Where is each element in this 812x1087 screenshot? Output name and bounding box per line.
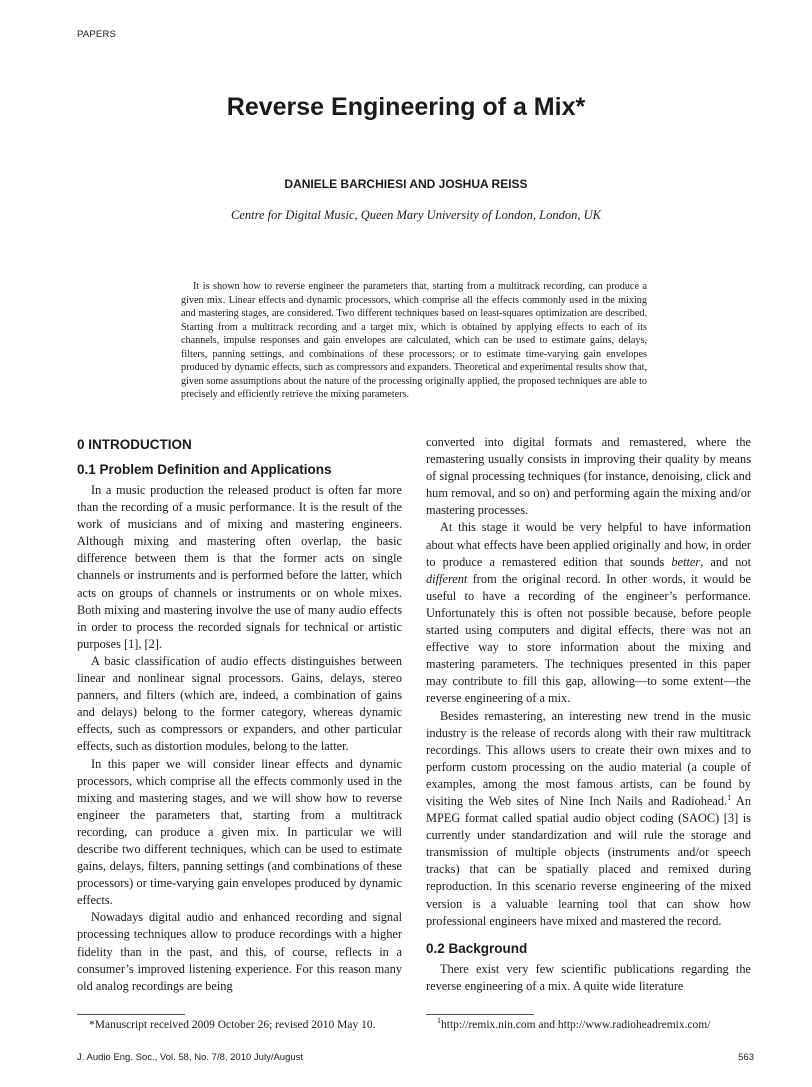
subsection-heading-background: 0.2 Background — [426, 940, 528, 956]
left-column — [77, 434, 402, 995]
journal-citation: J. Audio Eng. Soc., Vol. 58, No. 7/8, 2010 July/August — [77, 1052, 304, 1063]
paragraph: A basic classification of audio effects distinguishes between linear and nonlinear signal processors. Gains, delays, stereo panners, and filters (which are, indeed, a combination of gains and delays) belong to the former category, whereas dynamic effects, such as compressors or expanders, and other particular effects, such as distortion modules, belong to the latter. — [77, 653, 402, 754]
paragraph: Nowadays digital audio and enhanced recording and signal processing techniques allow to produce recordings with a higher fidelity than in the past, and this, of course, reflects in a consumer’s improved listening experience. For this reason many old analog recordings are being — [77, 910, 402, 993]
footnote-marker: 1 — [727, 792, 732, 802]
footnote-number: 1 — [437, 1016, 441, 1026]
footnote-manuscript: *Manuscript received 2009 October 26; revised 2010 May 10. — [89, 1019, 376, 1031]
running-header: PAPERS — [77, 29, 117, 40]
footnote-rule — [77, 1014, 185, 1015]
subsection-heading-problem-definition: 0.1 Problem Definition and Applications — [77, 462, 332, 477]
paragraph: In this paper we will consider linear effects and dynamic processors, which comprise all the effects commonly used in the mixing and mastering stages, and we will show how to reverse engineer the parameters that, starting from a multitrack recording, can produce a given mix. In particular we will describe two different techniques, which can be used to estimate gains, delays, filters, panning settings (and combinations of these processors) or time-varying gain envelopes produced by dynamic effects. — [77, 756, 402, 908]
paper-authors: DANIELE BARCHIESI AND JOSHUA REISS — [284, 177, 528, 191]
paragraph: In a music production the released product is often far more than the recording of a music performance. It is the result of the work of musicians and of mixing and mastering engineers. Although mixing and mastering often overlap, the basic difference between them is that the former acts on single channels or instruments and is performed before the latter, which acts on groups of channels or instruments or on whole mixes. Both mixing and mastering involve the use of many audio effects in order to process the recorded signals for technical or artistic purposes [1], [2]. — [77, 483, 402, 651]
paragraph: There exist very few scientific publications regarding the reverse engineering of a mix. A quite wide literature — [426, 961, 751, 993]
right-column — [426, 434, 751, 995]
paper-title: Reverse Engineering of a Mix* — [226, 93, 586, 121]
section-heading-introduction: 0 INTRODUCTION — [77, 437, 192, 452]
paper-affiliation: Centre for Digital Music, Queen Mary University of London, London, UK — [231, 208, 601, 222]
emphasis-different: different — [426, 571, 468, 586]
footnote-rule — [426, 1014, 534, 1015]
emphasis-better: better — [671, 554, 701, 569]
abstract: It is shown how to reverse engineer the parameters that, starting from a multitrack recording, can produce a given mix. Linear effects and dynamic processors, which comprise all the effects commonly used in the mixing and mastering stages, are considered. Two different techniques based on least-squares optimization are described. Starting from a multitrack recording and a target mix, which is obtained by applying effects to each of its channels, impulse responses and gain envelopes are calculated, which can be used to estimate gains, delays, filters, panning settings, and combinations of these processors; or to estimate time-varying gain envelopes produced by dynamic effects, such as compressors and expanders. Theoretical and experimental results show that, given some assumptions about the nature of the processing originally applied, the proposed techniques are able to precisely and efficiently retrieve the mixing parameters. — [181, 281, 647, 401]
footnote-urls — [437, 1016, 711, 1031]
paragraph: converted into digital formats and remastered, where the remastering usually consists in improving their quality by means of signal processing techniques (for instance, denoising, click and hum removal, and so on) and performing again the mixing and/or mastering processes. — [426, 435, 751, 518]
paragraph: At this stage it would be very helpful to have information about what effects have been applied originally and how, in order to produce a remastered edition that sounds better, and not different from the original record. In other words, it would be useful to have a recording of the engineer’s performance. Unfortunately this is often not possible because, before people started using computers and digital effects, there was not an effective way to store information about the mixing and mastering parameters. The techniques presented in this paper may contribute to fill this gap, allowing—to some extent—the reverse engineering of a mix. — [426, 520, 751, 706]
footnote-url-text: http://remix.nin.com and http://www.radioheadremix.com/ — [441, 1019, 711, 1031]
paragraph: Besides remastering, an interesting new trend in the music industry is the release of records along with their raw multitrack recordings. This allows users to create their own mixes and to perform custom processing on the audio material (a couple of examples, among the most famous artists, can be found by visiting the Web sites of Nine Inch Nails and Radiohead.$^1$ An MPEG format called spatial audio object coding (SAOC) [3] is currently under standardization and will rule the storage and transmission of multiple objects (instruments and/or speech tracks) that can be spatially placed and remixed during reproduction. In this scenario reverse engineering of the mixed version is a valuable learning tool that can show how professional engineers have mixed and mastered the record. — [426, 708, 751, 928]
page-number: 563 — [738, 1052, 754, 1063]
